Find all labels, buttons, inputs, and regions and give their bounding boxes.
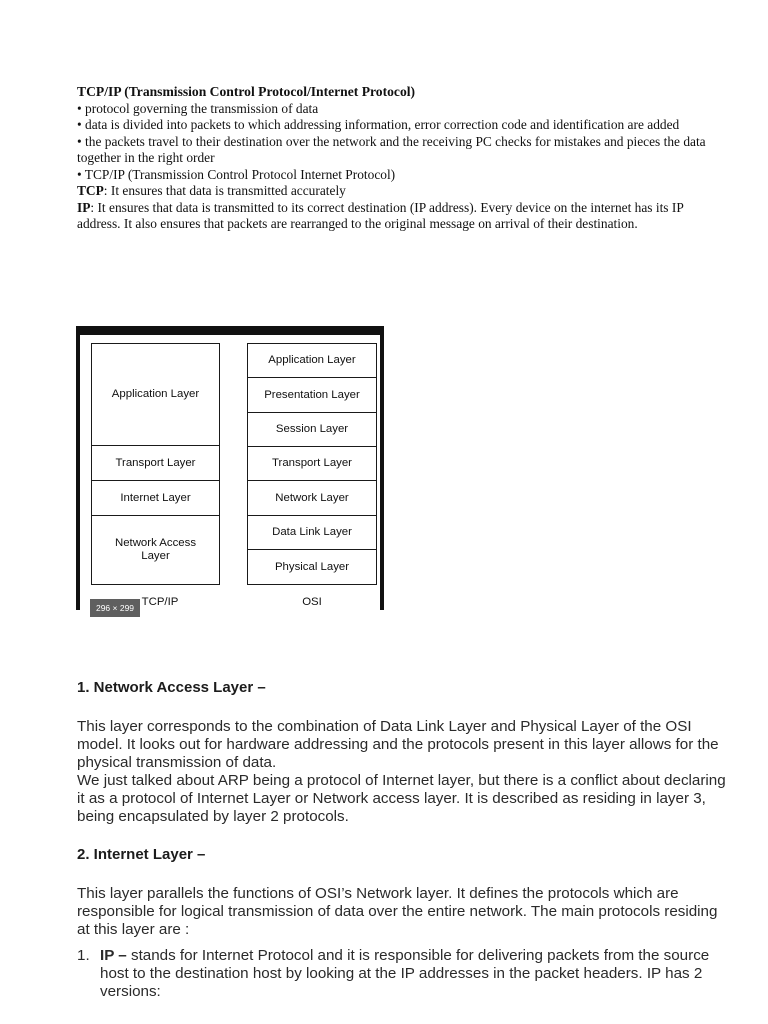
section-heading-internet-layer: 2. Internet Layer – [77,846,206,863]
ip-definition [77,200,717,233]
intro-block [77,84,717,233]
section2-paragraph-1: This layer parallels the functions of OSI’s Network layer. It defines the protocols which are responsible for logical transmission of data over the entire network. The main protocols residing at this layer are : [77,885,718,938]
section-heading-network-access: 1. Network Access Layer – [77,679,266,696]
intro-bullet: • data is divided into packets to which addressing information, error correction code and identification are added [77,117,680,132]
osi-network-layer: Network Layer [247,480,377,516]
intro-bullet: • protocol governing the transmission of data [77,100,319,116]
diagram-canvas [80,335,380,613]
tcpip-network-access-layer: Network Access Layer [91,515,220,585]
osi-physical-layer: Physical Layer [247,549,377,585]
osi-application-layer: Application Layer [247,343,377,378]
ip-def-text: : It ensures that data is transmitted to its correct destination (IP address). Every device on the internet has its IP address. It also ensures that packets are rearranged to the original message on arrival of their destination. [77,199,684,231]
tcpip-transport-layer: Transport Layer [91,445,220,481]
intro-title: TCP/IP (Transmission Control Protocol/Internet Protocol) [77,84,416,99]
tcp-definition [77,183,717,200]
osi-data-link-layer: Data Link Layer [247,515,377,550]
tcpip-column-label: TCP/IP [141,596,179,608]
image-size-badge: 296 × 299 [90,599,140,617]
tcp-term: TCP [77,183,104,198]
osi-column-label: OSI [302,596,322,608]
tcpip-application-layer: Application Layer [91,343,220,446]
tcp-def-text: : It ensures that data is transmitted accurately [103,183,346,198]
osi-presentation-layer: Presentation Layer [247,377,377,413]
list-item-term: IP – [100,947,127,964]
section1-paragraph-1: This layer corresponds to the combination of Data Link Layer and Physical Layer of the OSI model. It looks out for hardware addressing and the protocols present in this layer allows for the physical transmission of data. [77,718,719,771]
section1-paragraph-2: We just talked about ARP being a protocol of Internet layer, but there is a conflict about declaring it as a protocol of Internet Layer or Network access layer. It is described as residing in layer 3, being encapsulated by layer 2 protocols. [77,772,726,825]
ip-term: IP [77,199,91,215]
tcpip-internet-layer: Internet Layer [91,480,220,516]
list-item-text: stands for Internet Protocol and it is responsible for delivering packets from the source host to the destination host by looking at the IP addresses in the packet headers. IP has 2 versions: [100,947,710,1000]
list-item-body [100,947,728,1001]
intro-bullet: • TCP/IP (Transmission Control Protocol Internet Protocol) [77,166,396,182]
tcpip-osi-diagram[interactable] [76,326,384,613]
osi-transport-layer: Transport Layer [247,446,377,481]
osi-session-layer: Session Layer [247,412,377,447]
intro-bullet: • the packets travel to their destination over the network and the receiving PC checks for mistakes and pieces the data together in the right order [77,133,706,165]
list-item-number: 1. [77,947,90,964]
